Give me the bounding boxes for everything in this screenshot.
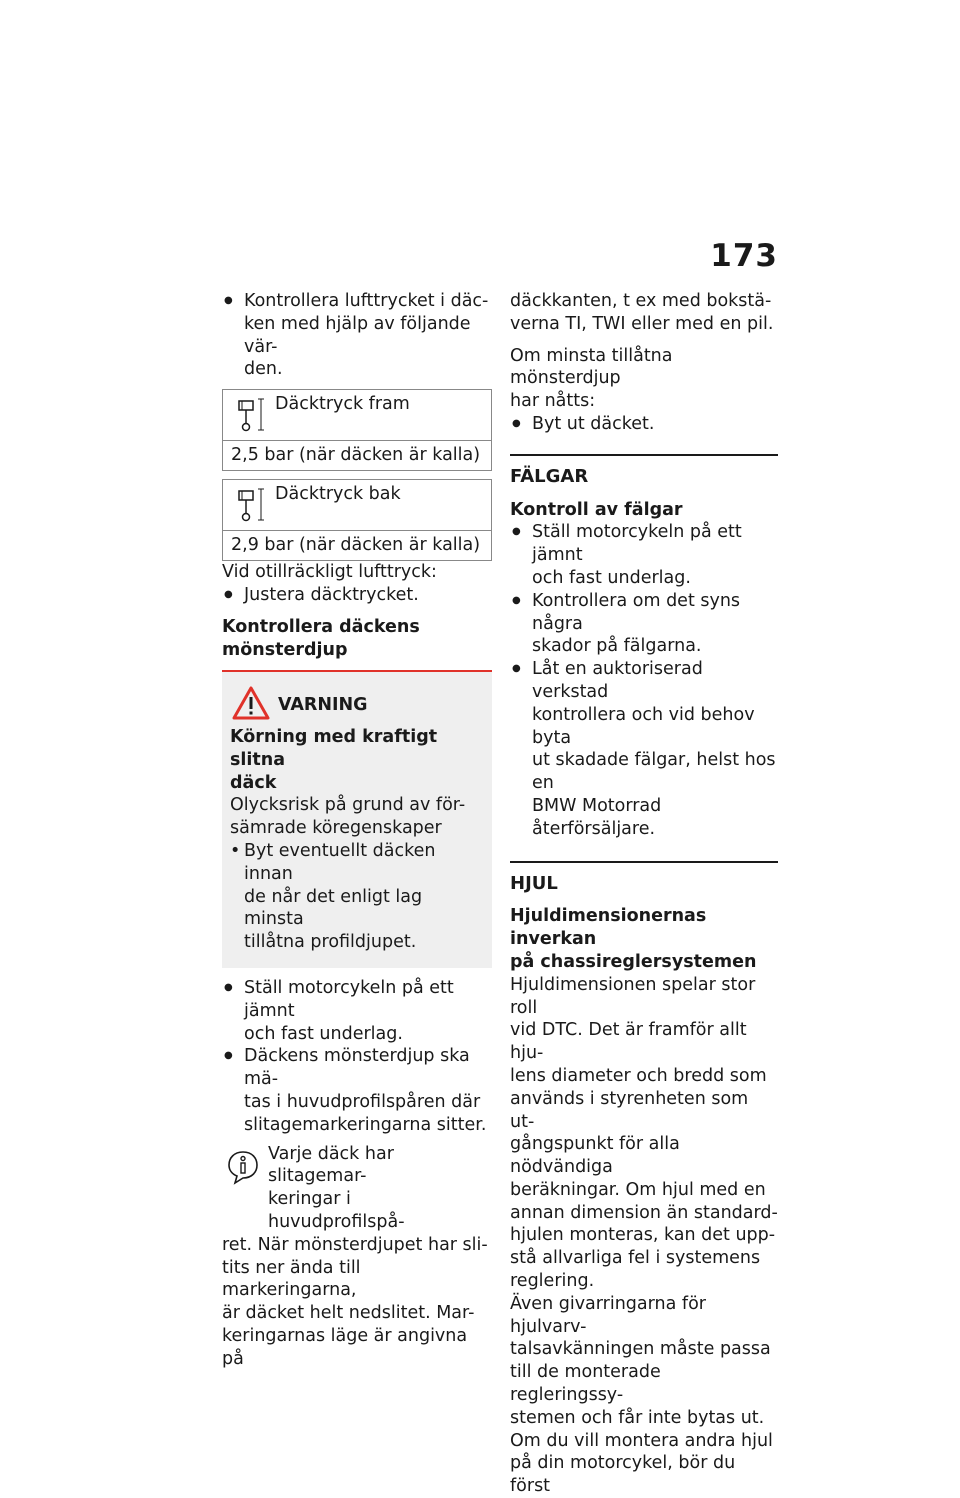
warning-sub-bullet: • Byt eventuellt däcken innan de når det enligt lag minsta tillåtna profildjupet.: [230, 840, 484, 954]
bullet-check-pressure: ● Kontrollera lufttrycket i däc- ken med hjälp av följande vär- den.: [222, 290, 492, 381]
pressure-rear-label: Däcktryck bak: [275, 483, 401, 504]
info-note: Varje däck har slitagemar- keringar i huvudprofilspå- ret. När mönsterdjupet har sli- tits ner ända till markeringarna, är däcket helt nedslitet. Mar- keringarnas läge är angivna på: [222, 1143, 488, 1369]
pressure-front-value: 2,5 bar (när däcken är kalla): [231, 445, 481, 466]
heading-hjul: HJUL: [510, 861, 778, 896]
heading-wheel-dimensions: Hjuldimensionernas inverkan på chassireglersystemen: [510, 906, 757, 972]
warning-box: [222, 670, 492, 968]
heading-rim-check: Kontroll av fälgar: [510, 499, 683, 520]
page-number: 173: [710, 238, 778, 274]
pressure-front-label: Däcktryck fram: [275, 394, 410, 415]
warning-bold-text: Körning med kraftigt slitna däck: [230, 726, 438, 793]
bullet-workshop: ● Låt en auktoriserad verkstad kontrollera och vid behov byta ut skadade fälgar, helst hos en BMW Motorrad återförsäljare.: [510, 658, 778, 840]
tire-pressure-icon: [237, 396, 267, 434]
wheel-dimension-text: Hjuldimensionen spelar stor roll vid DTC. Det är framför allt hju- lens diameter och bredd som används i styrenheten som ut- gångspunkt för alla nödvändiga beräkningar. Om hjul med en annan dimension än standard- hjulen monteras, kan det upp- stå allvarliga fel i systemens reglering.: [510, 974, 778, 1292]
heading-tread-depth: Kontrollera däckens mönsterdjup: [222, 617, 420, 661]
min-tread-text: Om minsta tillåtna mönsterdjup har nåtts:: [510, 345, 673, 412]
low-pressure-text: Vid otillräckligt lufttryck:: [222, 561, 437, 582]
pressure-rear-value: 2,9 bar (när däcken är kalla): [231, 534, 481, 555]
tire-pressure-icon: [237, 486, 267, 524]
sensor-ring-text: Även givarringarna för hjulvarv- talsavkänningen måste passa till de monterade regleringssy- stemen och får inte bytas ut.: [510, 1293, 771, 1428]
warning-title: VARNING: [278, 694, 368, 715]
warning-triangle-icon: [232, 686, 270, 720]
bullet-rim-damage: ● Kontrollera om det syns några skador på fälgarna.: [510, 590, 778, 658]
bullet-replace-tire: ● Byt ut däcket.: [510, 413, 778, 436]
info-icon: [226, 1149, 260, 1185]
bullet-rim-ground: ● Ställ motorcykeln på ett jämnt och fast underlag.: [510, 521, 778, 589]
pressure-table-rear: [222, 479, 492, 561]
warning-text: Olycksrisk på grund av för- sämrade köregenskaper: [230, 795, 466, 839]
left-column: [222, 290, 492, 1370]
bullet-measure-tread: ● Däckens mönsterdjup ska mä- tas i huvudprofilspåren där slitagemarkeringarna sitter.: [222, 1045, 492, 1136]
tread-marking-text: däckkanten, t ex med bokstä- verna TI, TWI eller med en pil.: [510, 291, 774, 334]
pressure-table-front: [222, 389, 492, 471]
right-column: [510, 290, 778, 1498]
other-wheels-text: Om du vill montera andra hjul på din motorcykel, bör du först: [510, 1430, 773, 1497]
heading-falgar: FÄLGAR: [510, 454, 778, 489]
bullet-level-ground: ● Ställ motorcykeln på ett jämnt och fast underlag.: [222, 977, 492, 1045]
bullet-adjust-pressure: ● Justera däcktrycket.: [222, 584, 492, 607]
